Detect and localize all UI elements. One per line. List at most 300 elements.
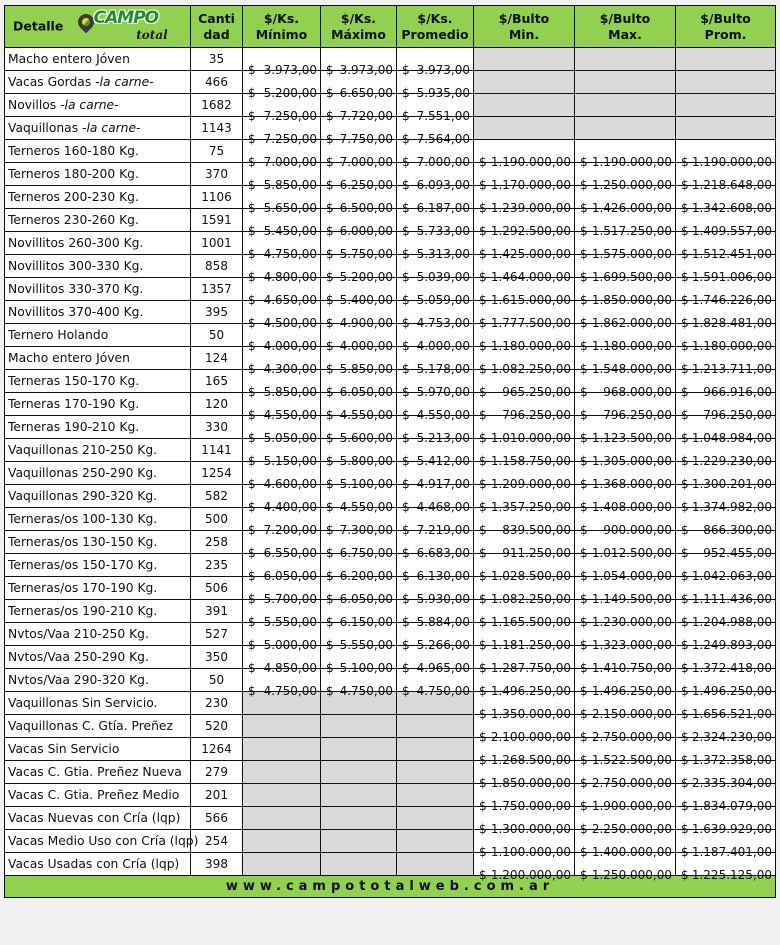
amount: 1.900.000,00 xyxy=(591,799,672,813)
table-row xyxy=(5,48,776,71)
currency-symbol: $ xyxy=(479,408,487,422)
currency-symbol: $ xyxy=(681,270,689,284)
cell-detalle xyxy=(5,807,191,830)
header-l2: Máximo xyxy=(331,26,386,42)
cell-bulto-min xyxy=(474,370,575,399)
cell-bulto-prom xyxy=(676,784,776,813)
currency-symbol: $ xyxy=(402,201,410,215)
currency-symbol: $ xyxy=(402,638,410,652)
amount: 6.130,00 xyxy=(416,569,470,583)
amount: 1.010.000,00 xyxy=(490,431,571,445)
currency-symbol: $ xyxy=(479,247,487,261)
currency-symbol: $ xyxy=(402,546,410,560)
amount: 5.450,00 xyxy=(263,224,317,238)
currency-symbol: $ xyxy=(681,799,689,813)
cell-ks-promedio xyxy=(397,140,474,169)
currency-symbol: $ xyxy=(248,454,256,468)
currency-symbol: $ xyxy=(681,776,689,790)
header-l1: $/Ks. xyxy=(263,10,300,26)
cell-detalle xyxy=(5,255,191,278)
cell-cantidad: 330 xyxy=(191,416,243,439)
table-row xyxy=(5,600,776,623)
amount: 6.050,00 xyxy=(339,592,393,606)
row-name: Vacas Gordas xyxy=(8,75,96,89)
currency-symbol: $ xyxy=(580,868,588,882)
cell-bulto-prom xyxy=(676,232,776,261)
table-row xyxy=(5,94,776,117)
cell-cantidad: 35 xyxy=(191,48,243,71)
row-name: Vaquillonas xyxy=(8,121,83,135)
cell-cantidad: 258 xyxy=(191,531,243,554)
cell-ks-promedio xyxy=(397,508,474,537)
amount: 1.181.250,00 xyxy=(490,638,571,652)
cell-ks-promedio xyxy=(397,393,474,422)
currency-symbol: $ xyxy=(681,431,689,445)
cell-bulto-max xyxy=(575,623,676,652)
currency-symbol: $ xyxy=(479,270,487,284)
cell-bulto-prom xyxy=(676,186,776,215)
currency-symbol: $ xyxy=(479,362,487,376)
cell-cantidad: 527 xyxy=(191,623,243,646)
cell-bulto-max xyxy=(575,278,676,307)
cell-ks-promedio xyxy=(397,784,474,807)
amount: 1.372.418,00 xyxy=(691,661,772,675)
header-ks-minimo xyxy=(243,6,321,48)
amount: 1.300.201,00 xyxy=(691,477,772,491)
cell-bulto-prom xyxy=(676,715,776,744)
currency-symbol: $ xyxy=(402,293,410,307)
cell-bulto-prom xyxy=(676,692,776,721)
cell-detalle xyxy=(5,646,191,669)
cell-bulto-max xyxy=(575,807,676,836)
campo-total-logo xyxy=(78,7,170,44)
currency-symbol: $ xyxy=(681,339,689,353)
amount: 4.850,00 xyxy=(263,661,317,675)
cell-ks-minimo xyxy=(243,232,321,261)
currency-symbol: $ xyxy=(402,431,410,445)
cell-detalle xyxy=(5,163,191,186)
currency-symbol: $ xyxy=(580,523,588,537)
currency-symbol: $ xyxy=(580,155,588,169)
header-bulto-max xyxy=(575,6,676,48)
amount: 6.650,00 xyxy=(339,86,393,100)
currency-symbol: $ xyxy=(402,385,410,399)
cell-bulto-min xyxy=(474,761,575,790)
table-row xyxy=(5,577,776,600)
currency-symbol: $ xyxy=(681,822,689,836)
amount: 1.828.481,00 xyxy=(691,316,772,330)
cell-ks-maximo xyxy=(321,485,397,514)
currency-symbol: $ xyxy=(580,730,588,744)
currency-symbol: $ xyxy=(326,477,334,491)
cell-ks-minimo xyxy=(243,715,321,738)
currency-symbol: $ xyxy=(248,615,256,629)
row-name: Vacas Nuevas con Cría (lqp) xyxy=(8,811,181,825)
cell-cantidad: 279 xyxy=(191,761,243,784)
cell-cantidad: 582 xyxy=(191,485,243,508)
cell-bulto-max xyxy=(575,439,676,468)
cell-cantidad: 566 xyxy=(191,807,243,830)
currency-symbol: $ xyxy=(402,316,410,330)
cell-detalle xyxy=(5,416,191,439)
amount: 5.850,00 xyxy=(263,385,317,399)
header-bulto-min xyxy=(474,6,575,48)
table-row xyxy=(5,278,776,301)
row-suffix: -la carne- xyxy=(60,98,119,112)
amount: 1.615.000,00 xyxy=(490,293,571,307)
amount: 796.250,00 xyxy=(603,408,672,422)
table-row xyxy=(5,554,776,577)
cell-bulto-min xyxy=(474,784,575,813)
amount: 1.750.000,00 xyxy=(490,799,571,813)
cell-ks-maximo xyxy=(321,163,397,192)
amount: 796.250,00 xyxy=(502,408,571,422)
currency-symbol: $ xyxy=(248,362,256,376)
website-link[interactable]: www.campototalweb.com.ar xyxy=(5,876,776,898)
table-row xyxy=(5,508,776,531)
amount: 4.750,00 xyxy=(263,247,317,261)
currency-symbol: $ xyxy=(479,201,487,215)
amount: 1.342.608,00 xyxy=(691,201,772,215)
amount: 1.517.250,00 xyxy=(591,224,672,238)
cell-cantidad: 1106 xyxy=(191,186,243,209)
currency-symbol: $ xyxy=(580,661,588,675)
cell-ks-maximo xyxy=(321,393,397,422)
currency-symbol: $ xyxy=(326,293,334,307)
table-row xyxy=(5,324,776,347)
currency-symbol: $ xyxy=(248,63,256,77)
currency-symbol: $ xyxy=(326,431,334,445)
header-detalle xyxy=(5,6,191,48)
header-detalle-label: Detalle xyxy=(13,18,64,33)
table-row xyxy=(5,462,776,485)
cell-bulto-prom xyxy=(676,738,776,767)
currency-symbol: $ xyxy=(479,569,487,583)
amount: 6.250,00 xyxy=(339,178,393,192)
amount: 7.000,00 xyxy=(416,155,470,169)
cell-bulto-prom xyxy=(676,531,776,560)
amount: 2.750.000,00 xyxy=(591,730,672,744)
currency-symbol: $ xyxy=(402,155,410,169)
currency-symbol: $ xyxy=(479,592,487,606)
row-name: Vaquillonas C. Gtía. Preñez xyxy=(8,719,173,733)
cell-cantidad: 506 xyxy=(191,577,243,600)
currency-symbol: $ xyxy=(580,178,588,192)
amount: 5.750,00 xyxy=(339,247,393,261)
cell-ks-promedio xyxy=(397,186,474,215)
header-bulto-prom xyxy=(676,6,776,48)
currency-symbol: $ xyxy=(248,86,256,100)
amount: 1.409.557,00 xyxy=(691,224,772,238)
table-row xyxy=(5,531,776,554)
amount: 1.054.000,00 xyxy=(591,569,672,583)
currency-symbol: $ xyxy=(248,546,256,560)
cell-ks-promedio xyxy=(397,232,474,261)
amount: 2.750.000,00 xyxy=(591,776,672,790)
amount: 5.800,00 xyxy=(339,454,393,468)
currency-symbol: $ xyxy=(479,799,487,813)
cell-bulto-min xyxy=(474,623,575,652)
cell-ks-maximo xyxy=(321,531,397,560)
row-name: Terneras 190-210 Kg. xyxy=(8,420,140,434)
currency-symbol: $ xyxy=(326,132,334,146)
currency-symbol: $ xyxy=(248,661,256,675)
row-name: Vacas Usadas con Cría (lqp) xyxy=(8,857,180,871)
cell-cantidad: 350 xyxy=(191,646,243,669)
cell-cantidad: 120 xyxy=(191,393,243,416)
currency-symbol: $ xyxy=(326,201,334,215)
cell-bulto-min xyxy=(474,439,575,468)
cell-bulto-max xyxy=(575,692,676,721)
cell-bulto-min xyxy=(474,669,575,698)
amount: 7.219,00 xyxy=(416,523,470,537)
currency-symbol: $ xyxy=(402,592,410,606)
amount: 5.400,00 xyxy=(339,293,393,307)
amount: 2.250.000,00 xyxy=(591,822,672,836)
currency-symbol: $ xyxy=(681,615,689,629)
amount: 1.229.230,00 xyxy=(691,454,772,468)
currency-symbol: $ xyxy=(402,224,410,238)
cell-ks-maximo xyxy=(321,324,397,353)
currency-symbol: $ xyxy=(681,592,689,606)
currency-symbol: $ xyxy=(326,661,334,675)
cell-detalle xyxy=(5,370,191,393)
cell-ks-maximo xyxy=(321,577,397,606)
amount: 6.050,00 xyxy=(339,385,393,399)
amount: 1.496.250,00 xyxy=(691,684,772,698)
cell-ks-promedio xyxy=(397,370,474,399)
row-name: Vacas C. Gtia. Preñez Medio xyxy=(8,788,180,802)
currency-symbol: $ xyxy=(248,109,256,123)
currency-symbol: $ xyxy=(681,569,689,583)
cell-detalle xyxy=(5,600,191,623)
currency-symbol: $ xyxy=(248,270,256,284)
amount: 6.683,00 xyxy=(416,546,470,560)
amount: 6.093,00 xyxy=(416,178,470,192)
cell-ks-minimo xyxy=(243,738,321,761)
cell-bulto-max xyxy=(575,163,676,192)
table-row xyxy=(5,485,776,508)
header-l1: Canti xyxy=(198,10,235,26)
cell-ks-promedio xyxy=(397,807,474,830)
currency-symbol: $ xyxy=(580,799,588,813)
cell-ks-maximo xyxy=(321,439,397,468)
cell-bulto-max xyxy=(575,531,676,560)
amount: 2.324.230,00 xyxy=(691,730,772,744)
cell-ks-promedio xyxy=(397,554,474,583)
cell-bulto-max xyxy=(575,255,676,284)
cell-ks-promedio xyxy=(397,324,474,353)
cell-cantidad: 50 xyxy=(191,669,243,692)
amount: 5.213,00 xyxy=(416,431,470,445)
currency-symbol: $ xyxy=(580,454,588,468)
cell-ks-promedio xyxy=(397,669,474,698)
amount: 1.190.000,00 xyxy=(490,155,571,169)
cell-bulto-prom xyxy=(676,439,776,468)
cell-bulto-min xyxy=(474,531,575,560)
cell-bulto-prom xyxy=(676,393,776,422)
currency-symbol: $ xyxy=(580,753,588,767)
amount: 4.650,00 xyxy=(263,293,317,307)
table-row xyxy=(5,761,776,784)
table-row xyxy=(5,301,776,324)
cell-bulto-prom xyxy=(676,117,776,140)
cell-cantidad: 395 xyxy=(191,301,243,324)
currency-symbol: $ xyxy=(479,661,487,675)
cell-ks-maximo xyxy=(321,784,397,807)
cell-ks-maximo xyxy=(321,416,397,445)
amount: 1.100.000,00 xyxy=(490,845,571,859)
table-row xyxy=(5,416,776,439)
cell-ks-minimo xyxy=(243,347,321,376)
amount: 1.209.000,00 xyxy=(490,477,571,491)
cell-ks-promedio xyxy=(397,761,474,784)
cell-ks-minimo xyxy=(243,830,321,853)
currency-symbol: $ xyxy=(479,638,487,652)
cell-ks-promedio xyxy=(397,485,474,514)
cell-ks-promedio xyxy=(397,462,474,491)
cell-ks-maximo xyxy=(321,600,397,629)
currency-symbol: $ xyxy=(248,638,256,652)
currency-symbol: $ xyxy=(402,523,410,537)
cell-ks-minimo xyxy=(243,669,321,698)
currency-symbol: $ xyxy=(248,132,256,146)
currency-symbol: $ xyxy=(402,408,410,422)
amount: 7.250,00 xyxy=(263,132,317,146)
currency-symbol: $ xyxy=(479,707,487,721)
cell-detalle xyxy=(5,232,191,255)
currency-symbol: $ xyxy=(580,822,588,836)
cell-bulto-min xyxy=(474,94,575,117)
amount: 1.512.451,00 xyxy=(691,247,772,261)
cell-cantidad: 230 xyxy=(191,692,243,715)
cell-ks-minimo xyxy=(243,186,321,215)
cell-detalle xyxy=(5,508,191,531)
amount: 1.305.000,00 xyxy=(591,454,672,468)
cell-cantidad: 1357 xyxy=(191,278,243,301)
currency-symbol: $ xyxy=(326,500,334,514)
cell-bulto-min xyxy=(474,140,575,169)
amount: 5.412,00 xyxy=(416,454,470,468)
currency-symbol: $ xyxy=(479,684,487,698)
amount: 1.591.006,00 xyxy=(691,270,772,284)
amount: 7.720,00 xyxy=(339,109,393,123)
currency-symbol: $ xyxy=(479,753,487,767)
amount: 6.050,00 xyxy=(263,569,317,583)
currency-symbol: $ xyxy=(681,293,689,307)
cell-bulto-prom xyxy=(676,807,776,836)
amount: 1.372.358,00 xyxy=(691,753,772,767)
amount: 5.733,00 xyxy=(416,224,470,238)
currency-symbol: $ xyxy=(326,684,334,698)
row-name: Vacas Medio Uso con Cría (lqp) xyxy=(8,834,199,848)
cell-bulto-prom xyxy=(676,554,776,583)
cell-bulto-prom xyxy=(676,669,776,698)
header-l1: $/Bulto xyxy=(599,10,651,26)
amount: 5.000,00 xyxy=(263,638,317,652)
currency-symbol: $ xyxy=(681,546,689,560)
currency-symbol: $ xyxy=(402,270,410,284)
amount: 5.059,00 xyxy=(416,293,470,307)
cell-detalle xyxy=(5,48,191,71)
currency-symbol: $ xyxy=(248,523,256,537)
currency-symbol: $ xyxy=(402,684,410,698)
amount: 1.699.500,00 xyxy=(591,270,672,284)
amount: 5.970,00 xyxy=(416,385,470,399)
amount: 4.750,00 xyxy=(263,684,317,698)
currency-symbol: $ xyxy=(326,224,334,238)
cell-ks-maximo xyxy=(321,554,397,583)
cell-bulto-prom xyxy=(676,347,776,376)
currency-symbol: $ xyxy=(326,86,334,100)
currency-symbol: $ xyxy=(479,477,487,491)
cell-detalle xyxy=(5,117,191,140)
cell-detalle xyxy=(5,623,191,646)
cell-ks-promedio xyxy=(397,577,474,606)
cell-ks-minimo xyxy=(243,807,321,830)
amount: 5.050,00 xyxy=(263,431,317,445)
amount: 3.973,00 xyxy=(339,63,393,77)
table-row xyxy=(5,347,776,370)
cell-detalle xyxy=(5,301,191,324)
currency-symbol: $ xyxy=(402,178,410,192)
cell-detalle xyxy=(5,715,191,738)
cell-bulto-max xyxy=(575,232,676,261)
row-name: Terneras 170-190 Kg. xyxy=(8,397,140,411)
cell-bulto-min xyxy=(474,830,575,859)
cell-detalle xyxy=(5,347,191,370)
amount: 1.292.500,00 xyxy=(490,224,571,238)
row-name: Vaquillonas 250-290 Kg. xyxy=(8,466,158,480)
amount: 5.850,00 xyxy=(339,362,393,376)
cell-bulto-min xyxy=(474,715,575,744)
amount: 966.916,00 xyxy=(703,385,772,399)
cell-bulto-max xyxy=(575,761,676,790)
cell-detalle xyxy=(5,761,191,784)
amount: 1.357.250,00 xyxy=(490,500,571,514)
cell-ks-maximo xyxy=(321,807,397,830)
table-row xyxy=(5,163,776,186)
currency-symbol: $ xyxy=(402,63,410,77)
cell-cantidad: 1001 xyxy=(191,232,243,255)
currency-symbol: $ xyxy=(326,155,334,169)
amount: 1.862.000,00 xyxy=(591,316,672,330)
row-name: Macho entero Jóven xyxy=(8,52,130,66)
amount: 1.548.000,00 xyxy=(591,362,672,376)
cell-bulto-max xyxy=(575,784,676,813)
header-ks-maximo xyxy=(321,6,397,48)
cell-bulto-max xyxy=(575,324,676,353)
amount: 1.368.000,00 xyxy=(591,477,672,491)
cell-cantidad: 370 xyxy=(191,163,243,186)
cell-detalle xyxy=(5,738,191,761)
amount: 1.239.000,00 xyxy=(490,201,571,215)
currency-symbol: $ xyxy=(326,270,334,284)
table-row xyxy=(5,807,776,830)
amount: 5.100,00 xyxy=(339,477,393,491)
cell-bulto-prom xyxy=(676,416,776,445)
header-row xyxy=(5,6,776,48)
currency-symbol: $ xyxy=(681,247,689,261)
cell-bulto-prom xyxy=(676,163,776,192)
cell-bulto-min xyxy=(474,462,575,491)
cell-cantidad: 50 xyxy=(191,324,243,347)
table-row xyxy=(5,646,776,669)
cell-ks-promedio xyxy=(397,117,474,146)
currency-symbol: $ xyxy=(402,362,410,376)
cell-ks-maximo xyxy=(321,186,397,215)
amount: 1.350.000,00 xyxy=(490,707,571,721)
